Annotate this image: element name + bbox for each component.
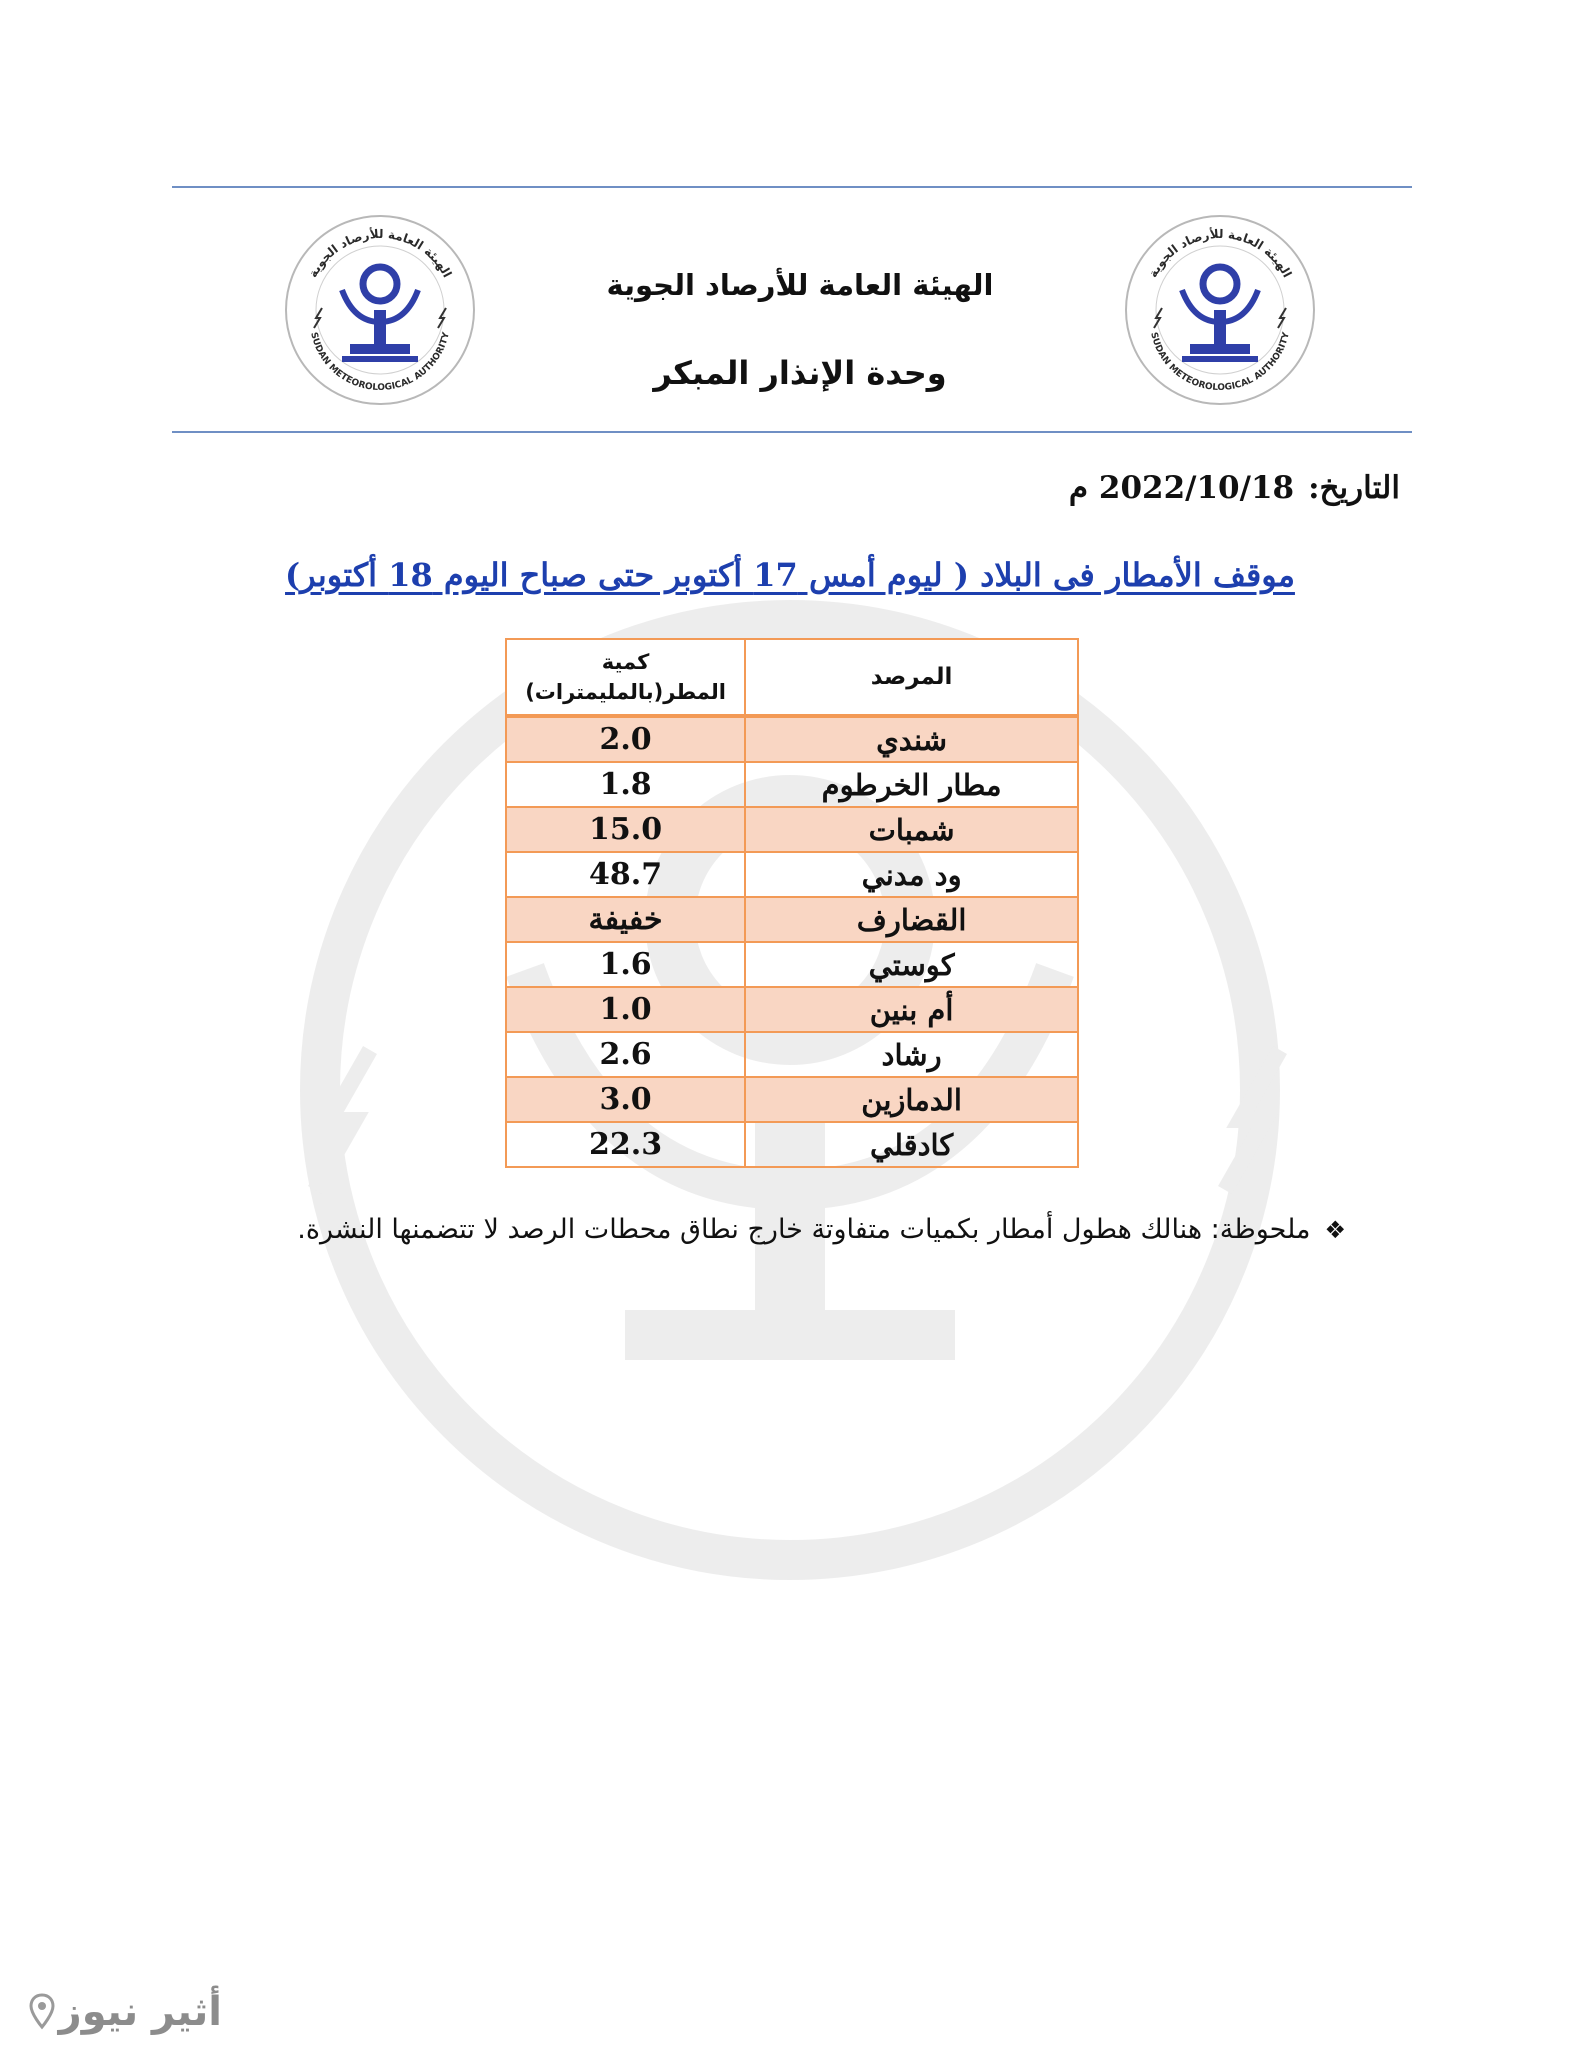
svg-text:الهيئة العامة للأرصاد الجوية: الهيئة العامة للأرصاد الجوية bbox=[305, 226, 455, 280]
diamond-bullet-icon: ❖ bbox=[1324, 1216, 1346, 1244]
station-cell: أم بنين bbox=[745, 987, 1078, 1032]
station-cell: ود مدني bbox=[745, 852, 1078, 897]
station-cell: شمبات bbox=[745, 807, 1078, 852]
table-row bbox=[506, 1077, 1078, 1122]
station-cell: شندي bbox=[745, 716, 1078, 762]
amount-cell: 22.3 bbox=[506, 1122, 745, 1167]
table-row bbox=[506, 897, 1078, 942]
location-pin-icon bbox=[29, 1993, 55, 2031]
table-row bbox=[506, 1122, 1078, 1167]
amount-cell: 1.8 bbox=[506, 762, 745, 807]
table-row bbox=[506, 807, 1078, 852]
table-header-row bbox=[506, 639, 1078, 716]
amount-cell: 2.6 bbox=[506, 1032, 745, 1077]
station-cell: القضارف bbox=[745, 897, 1078, 942]
table-row bbox=[506, 1032, 1078, 1077]
table-row bbox=[506, 716, 1078, 762]
top-divider-line bbox=[172, 186, 1412, 188]
amount-cell: خفيفة bbox=[506, 897, 745, 942]
brand-watermark bbox=[22, 1987, 222, 2037]
note bbox=[297, 1214, 1346, 1245]
amount-cell: 1.6 bbox=[506, 942, 745, 987]
station-cell: مطار الخرطوم bbox=[745, 762, 1078, 807]
date-label: التاريخ: bbox=[1308, 470, 1400, 506]
station-cell: كادقلي bbox=[745, 1122, 1078, 1167]
amount-cell: 48.7 bbox=[506, 852, 745, 897]
station-cell: رشاد bbox=[745, 1032, 1078, 1077]
brand-name: أثير نيوز bbox=[58, 1989, 222, 2035]
station-cell: الدمازين bbox=[745, 1077, 1078, 1122]
station-cell: كوستي bbox=[745, 942, 1078, 987]
svg-text:SUDAN METEOROLOGICAL AUTHORITY: SUDAN METEOROLOGICAL AUTHORITY bbox=[1148, 331, 1292, 394]
amount-cell: 15.0 bbox=[506, 807, 745, 852]
column-header-amount bbox=[506, 639, 745, 716]
table-row bbox=[506, 762, 1078, 807]
column-header-station: المرصد bbox=[745, 639, 1078, 716]
unit-name: وحدة الإنذار المبكر bbox=[653, 354, 947, 392]
table-row bbox=[506, 942, 1078, 987]
sudan-meteorological-authority-logo-left bbox=[280, 210, 480, 410]
date-value: 2022/10/18 م bbox=[1068, 470, 1295, 506]
rainfall-table bbox=[505, 638, 1079, 1168]
report-title: موقف الأمطار فى البلاد ( ليوم أمس 17 أكتوبر حتى صباح اليوم 18 أكتوبر) bbox=[285, 556, 1295, 594]
amount-cell: 3.0 bbox=[506, 1077, 745, 1122]
bottom-divider-line bbox=[172, 431, 1412, 433]
table-row bbox=[506, 852, 1078, 897]
column-header-amount-line1: كمية bbox=[601, 649, 650, 674]
svg-text:الهيئة العامة للأرصاد الجوية: الهيئة العامة للأرصاد الجوية bbox=[1145, 226, 1295, 280]
sudan-meteorological-authority-logo-right bbox=[1120, 210, 1320, 410]
svg-text:SUDAN METEOROLOGICAL AUTHORITY: SUDAN METEOROLOGICAL AUTHORITY bbox=[308, 331, 452, 394]
amount-cell: 2.0 bbox=[506, 716, 745, 762]
note-text: ملحوظة: هنالك هطول أمطار بكميات متفاوتة خارج نطاق محطات الرصد لا تتضمنها النشرة. bbox=[297, 1214, 1311, 1245]
amount-cell: 1.0 bbox=[506, 987, 745, 1032]
report-date bbox=[1069, 470, 1400, 506]
column-header-amount-line2: المطر(بالمليمترات) bbox=[525, 680, 726, 704]
table-row bbox=[506, 987, 1078, 1032]
organization-name: الهيئة العامة للأرصاد الجوية bbox=[606, 268, 994, 302]
